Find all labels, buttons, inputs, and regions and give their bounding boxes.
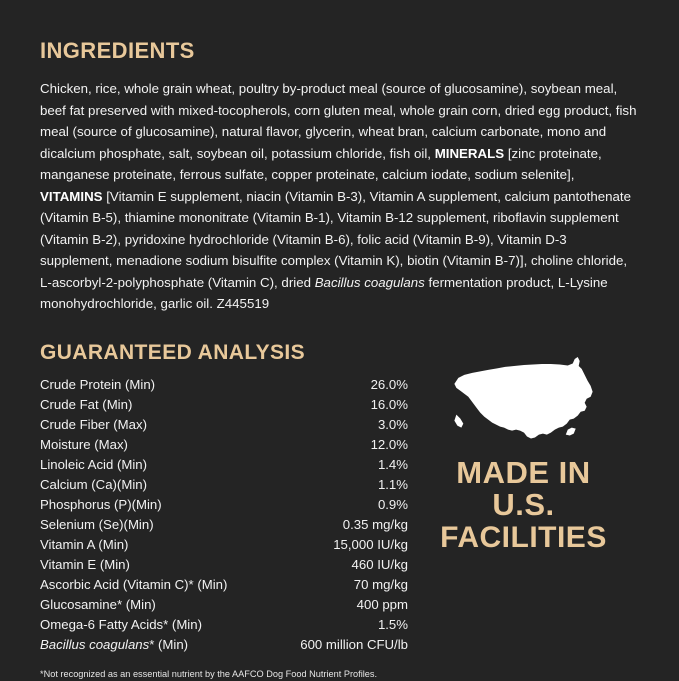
nutrient-name: Crude Fat (Min) <box>40 397 133 413</box>
table-row <box>40 635 408 655</box>
nutrient-value: 1.5% <box>377 617 408 633</box>
nutrient-value: 16.0% <box>370 397 408 413</box>
table-row <box>40 475 408 495</box>
table-row <box>40 515 408 535</box>
table-row <box>40 395 408 415</box>
table-row <box>40 555 408 575</box>
nutrient-value: 1.1% <box>377 477 408 493</box>
table-row <box>40 495 408 515</box>
nutrient-name: Ascorbic Acid (Vitamin C)* (Min) <box>40 577 228 593</box>
ingredients-body: Chicken, rice, whole grain wheat, poultry by-product meal (source of glucosamine), soybean meal, beef fat preserved with mixed-tocopherols, corn gluten meal, whole grain corn, dried egg product, fish meal (source of glucosamine), natural flavor, glycerin, wheat bran, calcium carbonate, mono and dicalcium phosphate, salt, soybean oil, potassium chloride, fish oil, MINERALS [zinc proteinate, manganese proteinate, ferrous sulfate, copper proteinate, calcium iodate, sodium selenite], VITAMINS [Vitamin E supplement, niacin (Vitamin B-3), Vitamin A supplement, calcium pantothenate (Vitamin B-5), thiamine mononitrate (Vitamin B-1), Vitamin B-12 supplement, riboflavin supplement (Vitamin B-2), pyridoxine hydrochloride (Vitamin B-6), folic acid (Vitamin B-9), Vitamin D-3 supplement, menadione sodium bisulfite complex (Vitamin K), biotin (Vitamin B-7)], choline chloride, L-ascorbyl-2-polyphosphate (Vitamin C), dried Bacillus coagulans fermentation product, L-Lysine monohydrochloride, garlic oil. Z445519 <box>40 81 637 312</box>
table-row <box>40 535 408 555</box>
nutrient-name: Glucosamine* (Min) <box>40 597 156 613</box>
nutrient-value: 70 mg/kg <box>353 577 408 593</box>
nutrient-value: 12.0% <box>370 437 408 453</box>
made-in-usa-badge <box>408 341 639 554</box>
nutrient-value: 0.9% <box>377 497 408 513</box>
nutrient-value: 400 ppm <box>356 597 408 613</box>
nutrient-value: 1.4% <box>377 457 408 473</box>
made-in-usa-text <box>440 454 607 554</box>
made-in-line-3: FACILITIES <box>440 520 607 554</box>
nutrient-value: 3.0% <box>377 417 408 433</box>
guaranteed-analysis-title: GUARANTEED ANALYSIS <box>40 340 306 364</box>
nutrient-name: Calcium (Ca)(Min) <box>40 477 147 493</box>
table-row <box>40 435 408 455</box>
nutrient-name: Phosphorus (P)(Min) <box>40 497 162 513</box>
table-row <box>40 415 408 435</box>
guaranteed-analysis-footnote: *Not recognized as an essential nutrient by the AAFCO Dog Food Nutrient Profiles. <box>40 668 378 679</box>
nutrient-value: 15,000 IU/kg <box>333 537 408 553</box>
made-in-line-2: U.S. <box>492 487 555 523</box>
table-row <box>40 455 408 475</box>
made-in-line-1: MADE IN <box>456 454 591 490</box>
nutrient-value: 460 IU/kg <box>351 557 408 573</box>
guaranteed-analysis-table <box>40 375 408 655</box>
nutrient-name: Moisture (Max) <box>40 437 128 453</box>
table-row <box>40 615 408 635</box>
nutrient-value: 600 million CFU/lb <box>300 637 408 653</box>
table-row <box>40 595 408 615</box>
nutrient-name: Bacillus coagulans* (Min) <box>40 637 189 653</box>
table-row <box>40 575 408 595</box>
table-row <box>40 375 408 395</box>
nutrient-name: Linoleic Acid (Min) <box>40 457 148 473</box>
nutrient-name: Vitamin E (Min) <box>40 557 130 573</box>
ingredients-section <box>40 38 639 315</box>
nutrient-name: Crude Fiber (Max) <box>40 417 147 433</box>
nutrient-name: Selenium (Se)(Min) <box>40 517 154 533</box>
guaranteed-analysis-left <box>40 341 408 681</box>
nutrient-value: 26.0% <box>370 377 408 393</box>
nutrient-name: Vitamin A (Min) <box>40 537 129 553</box>
usa-map-icon <box>449 355 599 447</box>
guaranteed-analysis-section <box>40 341 639 681</box>
ingredients-title: INGREDIENTS <box>40 38 195 63</box>
nutrient-value: 0.35 mg/kg <box>342 517 408 533</box>
nutrient-name: Omega-6 Fatty Acids* (Min) <box>40 617 202 633</box>
nutrient-name: Crude Protein (Min) <box>40 377 156 393</box>
